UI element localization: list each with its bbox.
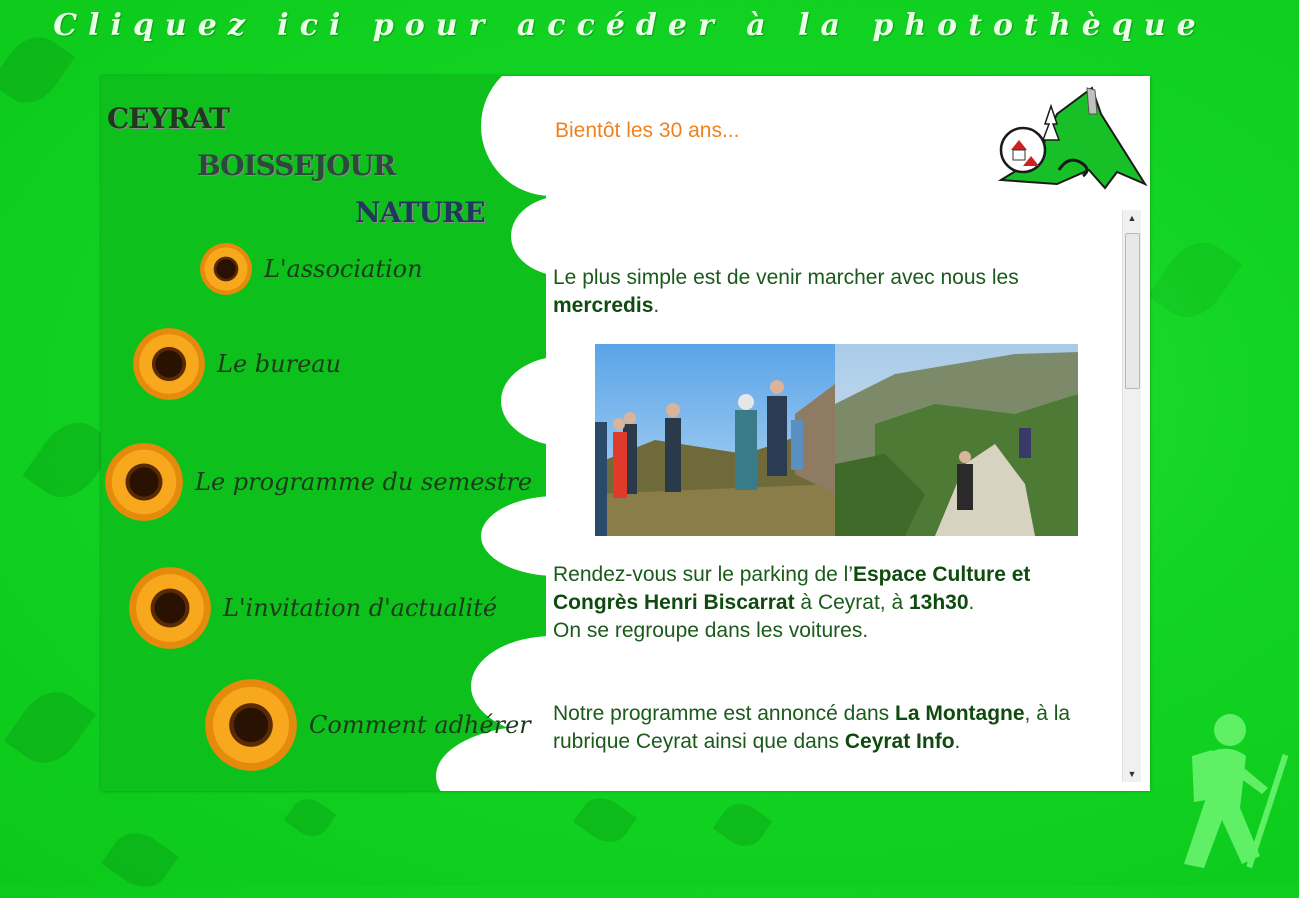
prog-magazine: Ceyrat Info [844, 730, 955, 753]
menu-item-label: Le bureau [217, 350, 342, 378]
intro-text: Le plus simple est de venir marcher avec nous les [553, 266, 1019, 289]
meet-time: 13h30 [908, 591, 969, 614]
logo-word-nature: NATURE [355, 196, 485, 229]
menu-item-label: L'invitation d'actualité [223, 594, 498, 622]
scrollbar[interactable] [1122, 210, 1141, 782]
meet-text-3: . [968, 591, 975, 614]
leaf-decoration [4, 680, 96, 776]
leaf-decoration [573, 789, 637, 850]
meet-place: Espace Culture et Congrès Henri Biscarrat [553, 563, 1031, 614]
sidebar-menu [101, 76, 546, 791]
intro-end: . [653, 294, 660, 317]
hikers-photo [595, 344, 1078, 536]
scroll-down-icon[interactable]: ▼ [1127, 769, 1137, 779]
menu-item-label: L'association [264, 255, 423, 283]
phototheque-link[interactable]: Cliquez ici pour accéder à la photothèque [53, 8, 1207, 43]
sunflower-icon [133, 328, 205, 400]
meet-line2: On se regroupe dans les voitures. [553, 619, 869, 642]
meet-text-2: à Ceyrat, à [794, 591, 909, 614]
mountain-logo-icon [997, 84, 1149, 196]
sunflower-icon [200, 243, 252, 295]
headline: Bientôt les 30 ans... [555, 119, 740, 142]
intro-paragraph [553, 264, 1113, 320]
prog-text-2: , à la rubrique Ceyrat ainsi que dans [553, 702, 1071, 753]
sunflower-icon [105, 443, 183, 521]
prog-text-1: Notre programme est annoncé dans [553, 702, 896, 725]
hiker-icon [1152, 712, 1292, 872]
sunflower-icon [205, 679, 297, 771]
main-panel [101, 76, 1150, 791]
leaf-decoration [713, 796, 773, 855]
menu-item-label: Le programme du semestre [195, 468, 533, 496]
meet-text-1: Rendez-vous sur le parking de l’ [553, 563, 853, 586]
scrollbar-thumb[interactable] [1125, 233, 1140, 389]
intro-bold: mercredis [553, 294, 654, 317]
meeting-paragraph [553, 561, 1118, 645]
scroll-up-icon[interactable]: ▲ [1127, 213, 1137, 223]
menu-item-label: Comment adhérer [309, 711, 531, 739]
leaf-decoration [101, 822, 179, 897]
prog-newspaper: La Montagne [895, 702, 1025, 725]
menu-item-invitation[interactable] [129, 567, 497, 649]
menu-item-programme[interactable] [105, 443, 532, 521]
prog-text-3: . [954, 730, 961, 753]
program-paragraph [553, 700, 1118, 756]
leaf-decoration [1147, 230, 1242, 330]
menu-item-bureau[interactable] [133, 328, 341, 400]
menu-item-adherer[interactable] [205, 679, 531, 771]
menu-item-association[interactable] [200, 243, 423, 295]
sunflower-icon [129, 567, 211, 649]
leaf-decoration [284, 792, 337, 844]
logo-word-boissejour: BOISSEJOUR [197, 149, 396, 182]
logo-word-ceyrat: CEYRAT [107, 102, 229, 135]
